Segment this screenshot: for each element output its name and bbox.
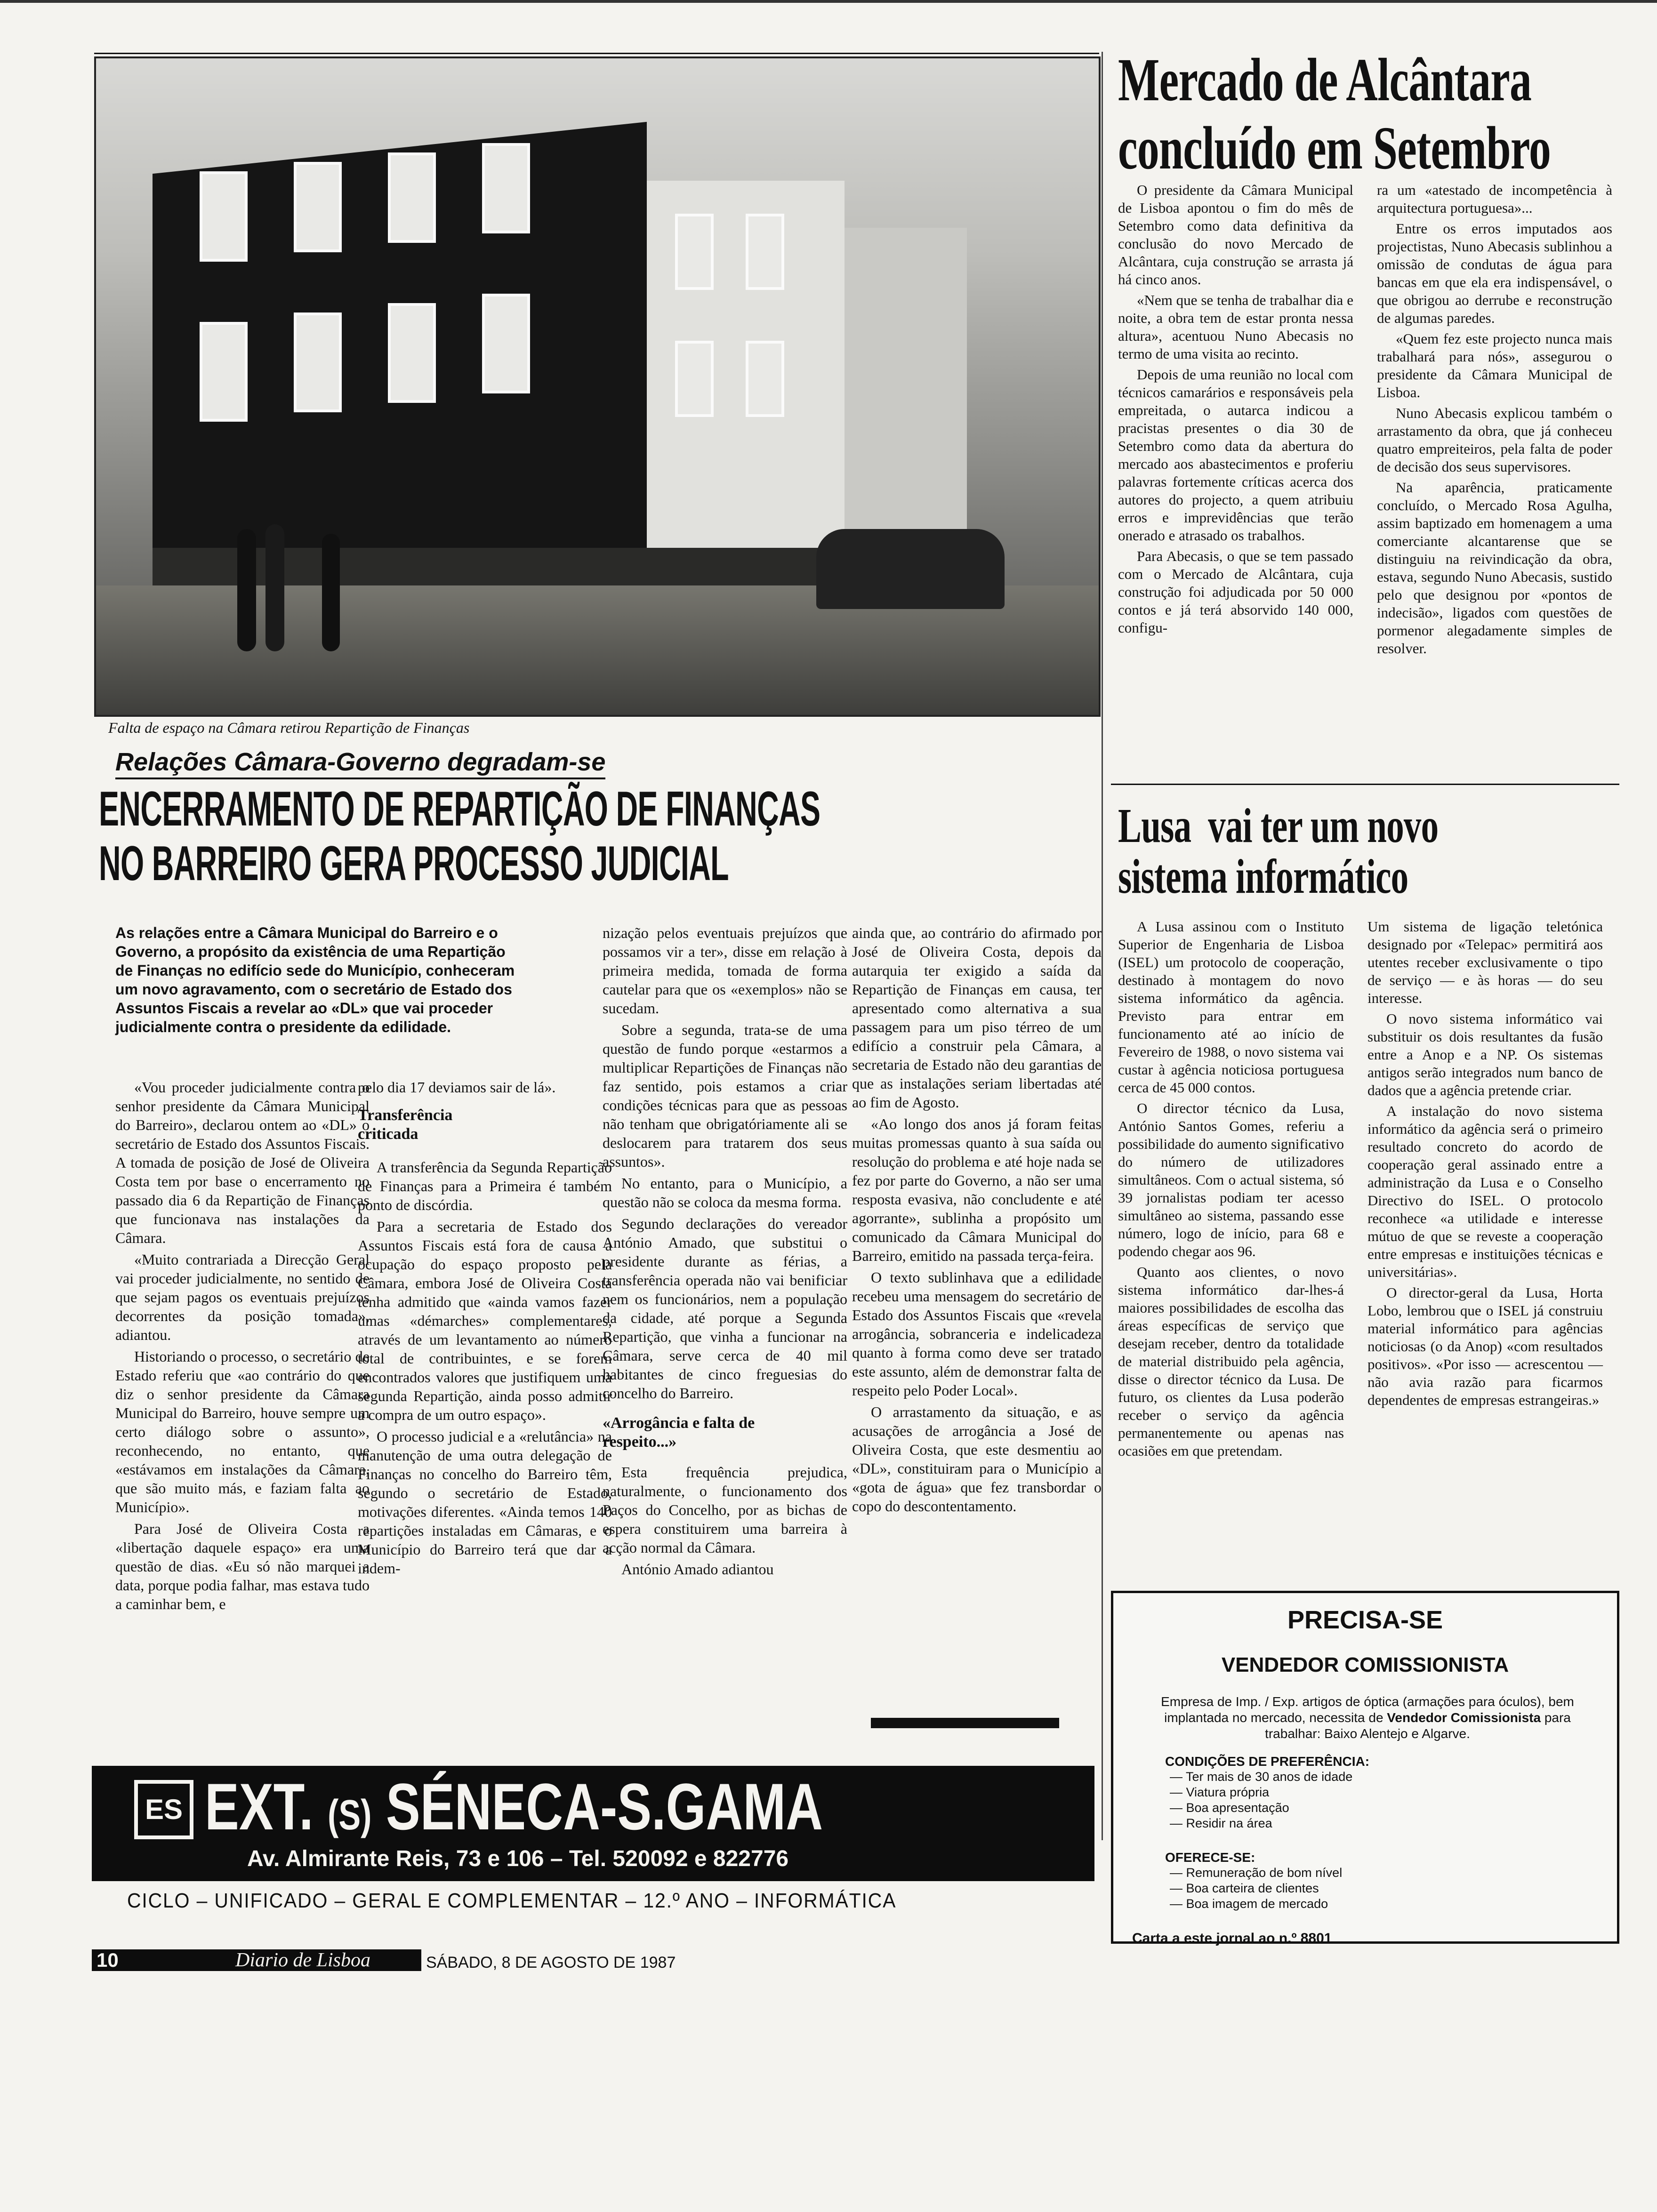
mercado-col-2 xyxy=(1377,181,1612,660)
ad-body-bold: Vendedor Comissionista xyxy=(1387,1710,1541,1725)
main-col-1 xyxy=(115,1078,370,1616)
paragraph: António Amado adiantou xyxy=(621,1561,774,1578)
paragraph: Depois de uma reunião no local com técnicos camarários e responsáveis pela empreitada, o autarca indicou a pracistas presentes o dia 30 de Setembro como data da abertura do mercado aos abastecimentos e proferiu palavras fortemente críticas acerca dos autores do projecto, a quem atribuiu erros e imprevidências que terão onerado e atrasado os trabalhos. xyxy=(1118,366,1353,544)
section-rule xyxy=(1111,784,1619,785)
column-divider xyxy=(1102,52,1103,1840)
offers-title: OFERECE-SE: xyxy=(1165,1850,1255,1865)
ad-contact: Carta a este jornal ao n.º 8801 xyxy=(1132,1931,1332,1946)
school-name-main: SÉNECA-S.GAMA xyxy=(386,1770,823,1843)
main-col-2 xyxy=(358,1078,612,1580)
paragraph: «Quem fez este projecto nunca mais trabalhará para nós», assegurou o presidente da Câmara Municipal de Lisboa. xyxy=(1377,330,1612,401)
paragraph: Quanto aos clientes, o novo sistema informático dar-lhes-á maiores possibilidades de escolha das áreas específicas de serviço que desejam receber, dentro da totalidade de material distribuido pela agência, disse o director técnico da Lusa. De futuro, os clientes da Lusa poderão receber o serviço da agência permanentemente ou apenas nas ocasiões em que pretendam. xyxy=(1118,1264,1344,1459)
paragraph: A Lusa assinou com o Instituto Superior de Engenharia de Lisboa (ISEL) um protocolo de cooperação, destinado à montagem do novo sistema informático da agência. Previsto para entrar em funcionamento até ao início de Fevereiro de 1988, o novo sistema vai custar à agência noticiosa portuguesa cerca de 45 000 contos. xyxy=(1118,918,1344,1096)
paragraph: «Vou proceder judicialmente contra o senhor presidente da Câmara Municipal do Barreiro», declarou ontem ao «DL» o secretário de Estado dos Assuntos Fiscais. A tomada de posição de José de Oliveira Costa tem por base o encerramento no passado dia 6 da Repartição de Finanças que funcionava nas instalações da Câmara. xyxy=(115,1079,370,1246)
footer-date: SÁBADO, 8 DE AGOSTO DE 1987 xyxy=(426,1954,676,1972)
paragraph: O director técnico da Lusa, António Santos Gomes, referiu a possibilidade do aumento significativo do número de utilizadores simultâneos. Com o actual sistema, só 39 jornalistas podiam ter acesso simultâneo ao sistema, passando esse número, logo de início, para 68 e podendo chegar aos 96. xyxy=(1118,1100,1344,1259)
lusa-col-2 xyxy=(1367,918,1603,1412)
subhead: Transferência criticada xyxy=(358,1106,453,1143)
paragraph: «Nem que se tenha de trabalhar dia e noite, a obra tem de estar pronta nessa altura», acentuou Nuno Abecasis no termo de uma visita ao recinto. xyxy=(1118,292,1353,362)
paragraph: Na aparência, praticamente concluído, o Mercado Rosa Agulha, assim baptizado em homenagem a uma comerciante alcantarense que se distinguiu na reivindicação da obra, estava, segundo Nuno Abecasis, sustido pelo que designou por «pontos de indecisão», ligados com questões de pormenor alegadamente simples de resolver. xyxy=(1377,479,1612,657)
masthead: Diario de Lisboa xyxy=(235,1949,371,1971)
school-name-small: (S) xyxy=(327,1792,372,1839)
top-rule xyxy=(0,0,1657,3)
list-item: — Ter mais de 30 anos de idade xyxy=(1170,1770,1353,1784)
mercado-headline-line1: Mercado de Alcântara xyxy=(1118,46,1532,114)
kicker: Relações Câmara-Governo degradam-se xyxy=(115,747,605,779)
list-item: — Boa carteira de clientes xyxy=(1170,1881,1319,1895)
paragraph: «Muito contrariada a Direcção Geral vai proceder judicialmente, no sentido de que sejam pagos os eventuais prejuízos decorrentes da posição tomada», adiantou. xyxy=(115,1251,370,1343)
school-address: Av. Almirante Reis, 73 e 106 – Tel. 520092 e 822776 xyxy=(247,1846,789,1871)
ad-body-post: para trabalhar: Baixo Alentejo e Algarve. xyxy=(1265,1710,1571,1741)
list-item: — Boa apresentação xyxy=(1170,1801,1289,1815)
main-col-4 xyxy=(852,923,1102,1518)
school-name xyxy=(205,1769,823,1845)
offers-list xyxy=(1170,1865,1617,1912)
paragraph: A transferência da Segunda Repartição de Finanças para a Primeira é também ponto de discórdia. xyxy=(358,1159,612,1213)
main-headline-line1: ENCERRAMENTO DE REPARTIÇÃO DE FINANÇAS xyxy=(99,782,820,836)
list-item: — Remuneração de bom nível xyxy=(1170,1866,1343,1880)
subhead: «Arrogância e falta de respeito...» xyxy=(603,1414,755,1451)
paragraph: nização pelos eventuais prejuízos que possamos vir a ter», disse em relação à primeira medida, tomada de forma cautelar para que os «exemplos» não se sucedam. xyxy=(603,924,847,1017)
end-bar xyxy=(871,1718,1059,1728)
main-col-3 xyxy=(603,923,847,1581)
school-name-pre: EXT. xyxy=(205,1770,314,1843)
news-photo xyxy=(94,56,1101,717)
classified-ad xyxy=(1111,1591,1619,1944)
paragraph: A instalação do novo sistema informático da agência será o primeiro resultado concreto do acordo de cooperação geral assinado entre a administração da Lusa e o Conselho Directivo do ISEL. O protocolo reconhece «a utilidade e interesse mútuo de que se reveste a cooperação entre empresas e instituições técnicas e universitárias». xyxy=(1367,1103,1603,1280)
lusa-headline-line1: Lusa vai ter um novo xyxy=(1118,799,1439,853)
left-margin-rule xyxy=(94,53,1099,54)
paragraph: Entre os erros imputados aos projectistas, Nuno Abecasis sublinhou a omissão de condutas de água para bancas em que ela era indispensável, o que obrigou ao derrube e reconstrução de algumas paredes. xyxy=(1377,220,1612,326)
conditions-title: CONDIÇÕES DE PREFERÊNCIA: xyxy=(1165,1754,1370,1769)
page-number: 10 xyxy=(97,1949,119,1971)
list-item: — Residir na área xyxy=(1170,1816,1272,1830)
paragraph: pelo dia 17 deviamos sair de lá». xyxy=(358,1079,556,1096)
paragraph: No entanto, para o Município, a questão não se coloca da mesma forma. xyxy=(603,1175,847,1210)
paragraph: O presidente da Câmara Municipal de Lisboa apontou o fim do mês de Setembro como data definitiva da conclusão do novo Mercado de Alcântara, cuja construção se arrasta já há cinco anos. xyxy=(1118,182,1353,288)
list-item: — Viatura própria xyxy=(1170,1785,1270,1799)
paragraph: Um sistema de ligação teletónica designado por «Telepac» permitirá aos utentes receber exclusivamente o tipo de serviço — e às horas — do seu interesse. xyxy=(1367,918,1603,1006)
mercado-headline-line2: concluído em Setembro xyxy=(1118,114,1551,182)
paragraph: Esta frequência prejudica, naturalmente, o funcionamento dos Paços do Concelho, por as bichas de espera constituirem uma barreira à acção normal da Câmara. xyxy=(603,1464,847,1556)
lusa-headline-line2: sistema informático xyxy=(1118,850,1408,904)
ad-body-pre: Empresa de Imp. / Exp. artigos de óptica (armações para óculos), bem implantada no mercado, necessita de xyxy=(1161,1694,1574,1725)
school-logo: ES xyxy=(134,1780,193,1839)
conditions-list xyxy=(1170,1769,1617,1831)
school-courses: CICLO – UNIFICADO – GERAL E COMPLEMENTAR – 12.º ANO – INFORMÁTICA xyxy=(127,1889,897,1912)
paragraph: Para Abecasis, o que se tem passado com o Mercado de Alcântara, cuja construção foi adjudicada por 50 000 contos e já terá absorvido 140 000, configu- xyxy=(1118,548,1353,636)
main-lead: As relações entre a Câmara Municipal do Barreiro e o Governo, a propósito da existência de uma Repartição de Finanças no edifício sede do Município, conheceram um novo agravamento, com o secretário de Estado dos Assuntos Fiscais a revelar ao «DL» que vai proceder judicialmente contra o presidente da edilidade. xyxy=(115,924,515,1035)
paragraph: Para José de Oliveira Costa a «libertação daquele espaço» era uma questão de dias. «Eu só não marquei a data, porque podia falhar, mas estava tudo a caminhar bem, e xyxy=(115,1520,370,1612)
paragraph: ra um «atestado de incompetência à arquitectura portuguesa»... xyxy=(1377,182,1612,216)
main-headline-line2: NO BARREIRO GERA PROCESSO JUDICIAL xyxy=(99,836,729,891)
paragraph: «Ao longo dos anos já foram feitas muitas promessas quanto à sua saída ou resolução do problema e até hoje nada se fez por parte do Governo, a não ser uma resposta evasiva, não concludente e até agorrante», sublinha a propósito um comunicado da Câmara Municipal do Barreiro, emitido na passada terça-feira. xyxy=(852,1115,1102,1264)
paragraph: O arrastamento da situação, e as acusações de arrogância a José de Oliveira Costa, que este desmentiu ao «DL», constituiram para o Município a «gota de água» que fez transbordar o copo do descontentamento. xyxy=(852,1403,1102,1515)
lusa-col-1 xyxy=(1118,918,1344,1463)
paragraph: Segundo declarações do vereador António Amado, que substitui o presidente durante as férias, a transferência operada não vai benificiar nem os funcionários, nem a população da cidade, até porque a Segunda Repartição, que vinha a funcionar na Câmara, serve cerca de 40 mil habitantes de cinco freguesias do concelho do Barreiro. xyxy=(603,1215,847,1402)
paragraph: O texto sublinhava que a edilidade recebeu uma mensagem do secretário de Estado dos Assuntos Fiscais que «revela arrogância, sobranceria e indelicadeza quanto à forma como deve ser tratado este assunto, além de demonstrar falta de respeito pelo Poder Local». xyxy=(852,1269,1102,1399)
ad-subtitle: VENDEDOR COMISSIONISTA xyxy=(1221,1653,1509,1676)
paragraph: Sobre a segunda, trata-se de uma questão de fundo porque «estarmos a multiplicar Repartições de Finanças não faz sentido, pois estamos a criar condições técnicas para que as pessoas não tenham que obrigatóriamente ali se deslocarem para tratarem dos seus assuntos». xyxy=(603,1021,847,1170)
paragraph: O processo judicial e a «relutância» na manutenção de uma outra delegação de Finanças no concelho do Barreiro têm, segundo o secretário de Estado, motivações diferentes. «Ainda temos 140 repartições instaladas em Câmaras, e o Município do Barreiro terá que dar a indem- xyxy=(358,1428,612,1577)
school-ad-banner xyxy=(92,1766,1094,1881)
paragraph: O novo sistema informático vai substituir os dois resultantes da fusão entre a Anop e a NP. Os sistemas antigos serão integrados num banco de dados que a agência pretende criar. xyxy=(1367,1010,1603,1098)
list-item: — Boa imagem de mercado xyxy=(1170,1897,1328,1911)
paragraph: Historiando o processo, o secretário de Estado referiu que «ao contrário do que diz o senhor presidente da Câmara Municipal do Barreiro, houve sempre um certo diálogo sobre o assunto», reconhecendo, no entanto, que «estávamos em instalações da Câmara, que são muito más, e faziam falta ao Município». xyxy=(115,1348,370,1515)
paragraph: Nuno Abecasis explicou também o arrastamento da obra, que já conheceu quatro empreiteiros, pela falta de poder de decisão dos seus supervisores. xyxy=(1377,405,1612,475)
ad-title: PRECISA-SE xyxy=(1287,1606,1443,1634)
paragraph: ainda que, ao contrário do afirmado por José de Oliveira Costa, depois da autarquia ter exigido a saída da Repartição de Finanças em causa, ter apresentado como alternativa a sua passagem para um piso térreo de um edifício a construir pela Câmara, a secretaria de Estado não deu garantias de que as instalações seriam libertadas até ao fim de Agosto. xyxy=(852,924,1102,1111)
paragraph: O director-geral da Lusa, Horta Lobo, lembrou que o ISEL já construiu material informático para agências noticiosas (o da Anop) «com resultados positivos». «Por isso — acrescentou — não avia razão para ficarmos dependentes de empresas estrangeiras.» xyxy=(1367,1284,1603,1408)
photo-caption: Falta de espaço na Câmara retirou Repartição de Finanças xyxy=(108,719,470,736)
paragraph: Para a secretaria de Estado dos Assuntos Fiscais está fora de causa a ocupação do espaço proposto pela Câmara, embora José de Oliveira Costa tenha admitido que «ainda vamos fazer umas «démarches» complementares, através de um levantamento ao número total de contribuintes, e se forem encontrados valores que justifiquem uma segunda Repartição, ainda posso admitir a compra de um outro espaço». xyxy=(358,1218,612,1423)
mercado-col-1 xyxy=(1118,181,1353,640)
ad-body xyxy=(1146,1694,1589,1742)
